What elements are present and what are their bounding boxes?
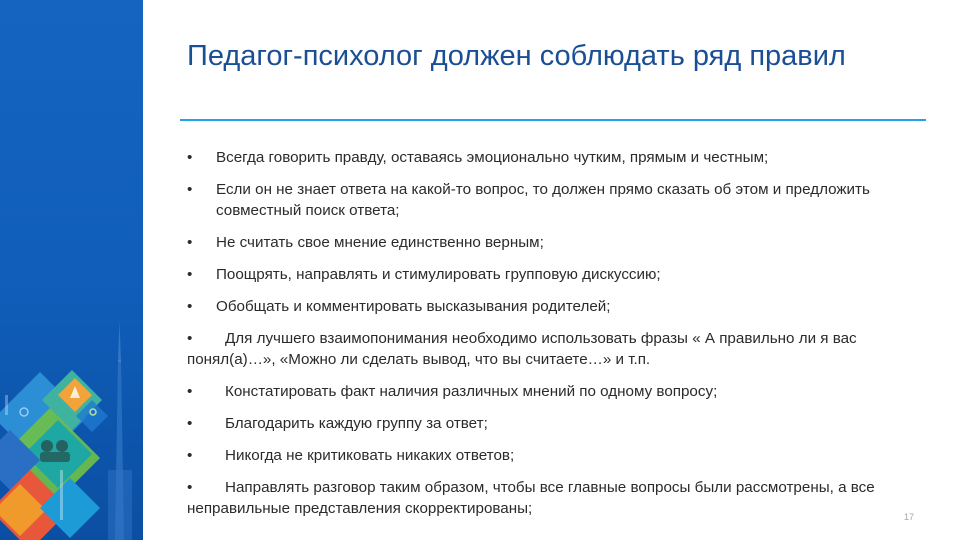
bullet-icon: • — [187, 415, 193, 432]
bullet-icon: • — [187, 479, 193, 496]
title-divider — [180, 119, 926, 121]
bullet-icon: • — [187, 234, 193, 251]
bullet-icon: • — [187, 447, 193, 464]
bullet-icon: • — [187, 266, 193, 283]
bullet-icon: • — [187, 149, 193, 166]
bullet-icon: • — [187, 298, 193, 315]
list-item — [187, 413, 922, 434]
page-number: 17 — [904, 512, 915, 522]
list-item — [187, 477, 922, 519]
bullet-icon: • — [187, 330, 193, 347]
slide-title: Педагог-психолог должен соблюдать ряд правил — [187, 40, 846, 72]
list-item — [187, 232, 922, 253]
list-item-text: Никогда не критиковать никаких ответов; — [225, 447, 515, 464]
list-item — [187, 179, 922, 221]
bullet-icon: • — [187, 181, 193, 198]
list-item-text: Поощрять, направлять и стимулировать групповую дискуссию; — [216, 266, 661, 283]
rules-list — [187, 147, 922, 530]
list-item — [187, 381, 922, 402]
list-item-text: Обобщать и комментировать высказывания родителей; — [216, 298, 611, 315]
list-item — [187, 445, 922, 466]
list-item-text: Всегда говорить правду, оставаясь эмоционально чутким, прямым и честным; — [216, 149, 769, 166]
list-item-text: Направлять разговор таким образом, чтобы все главные вопросы были рассмотрены, а все неправильные представления скорректированы; — [187, 479, 875, 517]
list-item — [187, 296, 922, 317]
decorative-sidebar — [0, 0, 143, 540]
list-item-text: Для лучшего взаимопонимания необходимо использовать фразы « А правильно ли я вас понял(а)…», «Можно ли сделать вывод, что вы считаете…» и т.п. — [187, 330, 857, 368]
list-item — [187, 328, 922, 370]
list-item-text: Благодарить каждую группу за ответ; — [225, 415, 488, 432]
list-item-text: Если он не знает ответа на какой-то вопрос, то должен прямо сказать об этом и предложить совместный поиск ответа; — [216, 181, 870, 219]
mosaic-pattern-icon — [0, 0, 143, 540]
list-item — [187, 147, 922, 168]
list-item-text: Не считать свое мнение единственно верным; — [216, 234, 544, 251]
list-item — [187, 264, 922, 285]
list-item-text: Констатировать факт наличия различных мнений по одному вопросу; — [225, 383, 718, 400]
bullet-icon: • — [187, 383, 193, 400]
